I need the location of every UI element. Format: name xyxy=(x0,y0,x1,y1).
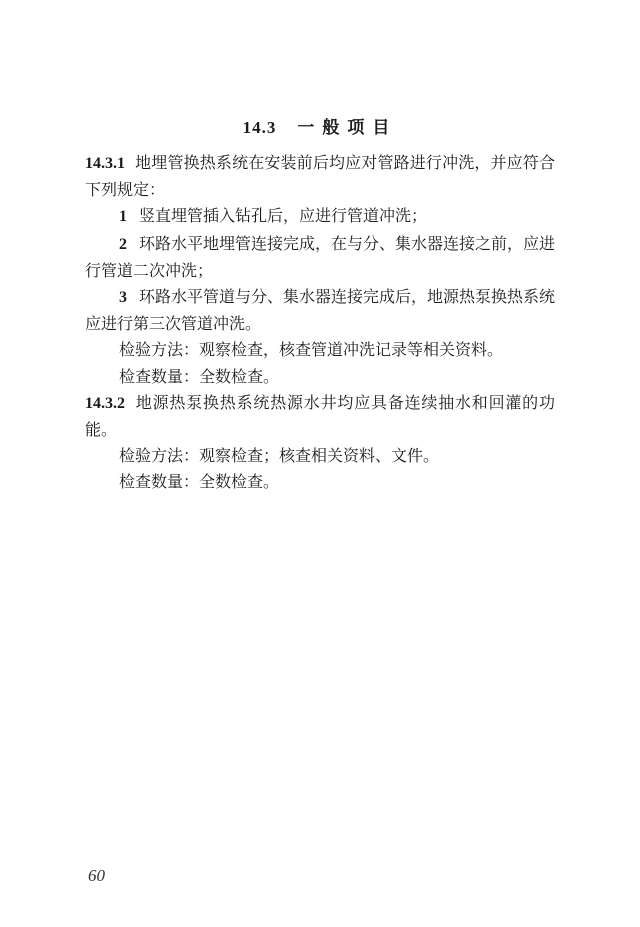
clause-number: 14.3.1 xyxy=(85,155,125,172)
item-text: 环路水平地埋管连接完成，在与分、集水器连接之前，应进行管道二次冲洗； xyxy=(85,233,556,280)
inspection-method: 检验方法：观察检查，核查管道冲洗记录等相关资料。 xyxy=(119,340,504,360)
item-number: 3 xyxy=(119,289,127,307)
item-number: 1 xyxy=(119,208,127,226)
clause-14-3-2 xyxy=(85,390,555,443)
section-number: 14.3 xyxy=(242,118,277,137)
list-item xyxy=(85,203,555,230)
clause-text: 地埋管换热系统在安装前后均应对管路进行冲洗，并应符合下列规定： xyxy=(85,153,555,200)
item-text: 竖直埋管插入钻孔后，应进行管道冲洗； xyxy=(139,206,428,226)
section-title: 一般项目 xyxy=(297,118,398,138)
inspection-quantity: 检查数量：全数检查。 xyxy=(119,366,280,386)
section-body xyxy=(85,150,555,496)
clause-text: 地源热泵换热系统热源水井均应具备连续抽水和回灌的功能。 xyxy=(85,392,555,440)
inspection-quantity: 检查数量：全数检查。 xyxy=(119,472,280,492)
page-number: 60 xyxy=(88,866,105,885)
clause-number: 14.3.2 xyxy=(85,394,125,412)
inspection-method: 检验方法：观察检查；核查相关资料、文件。 xyxy=(119,446,440,466)
item-text: 环路水平管道与分、集水器连接完成后，地源热泵换热系统应进行第三次管道冲洗。 xyxy=(85,287,556,334)
item-number: 2 xyxy=(119,235,127,253)
clause-14-3-1 xyxy=(85,150,555,203)
list-item xyxy=(85,284,555,337)
section-heading xyxy=(0,113,640,138)
list-item xyxy=(85,231,555,284)
